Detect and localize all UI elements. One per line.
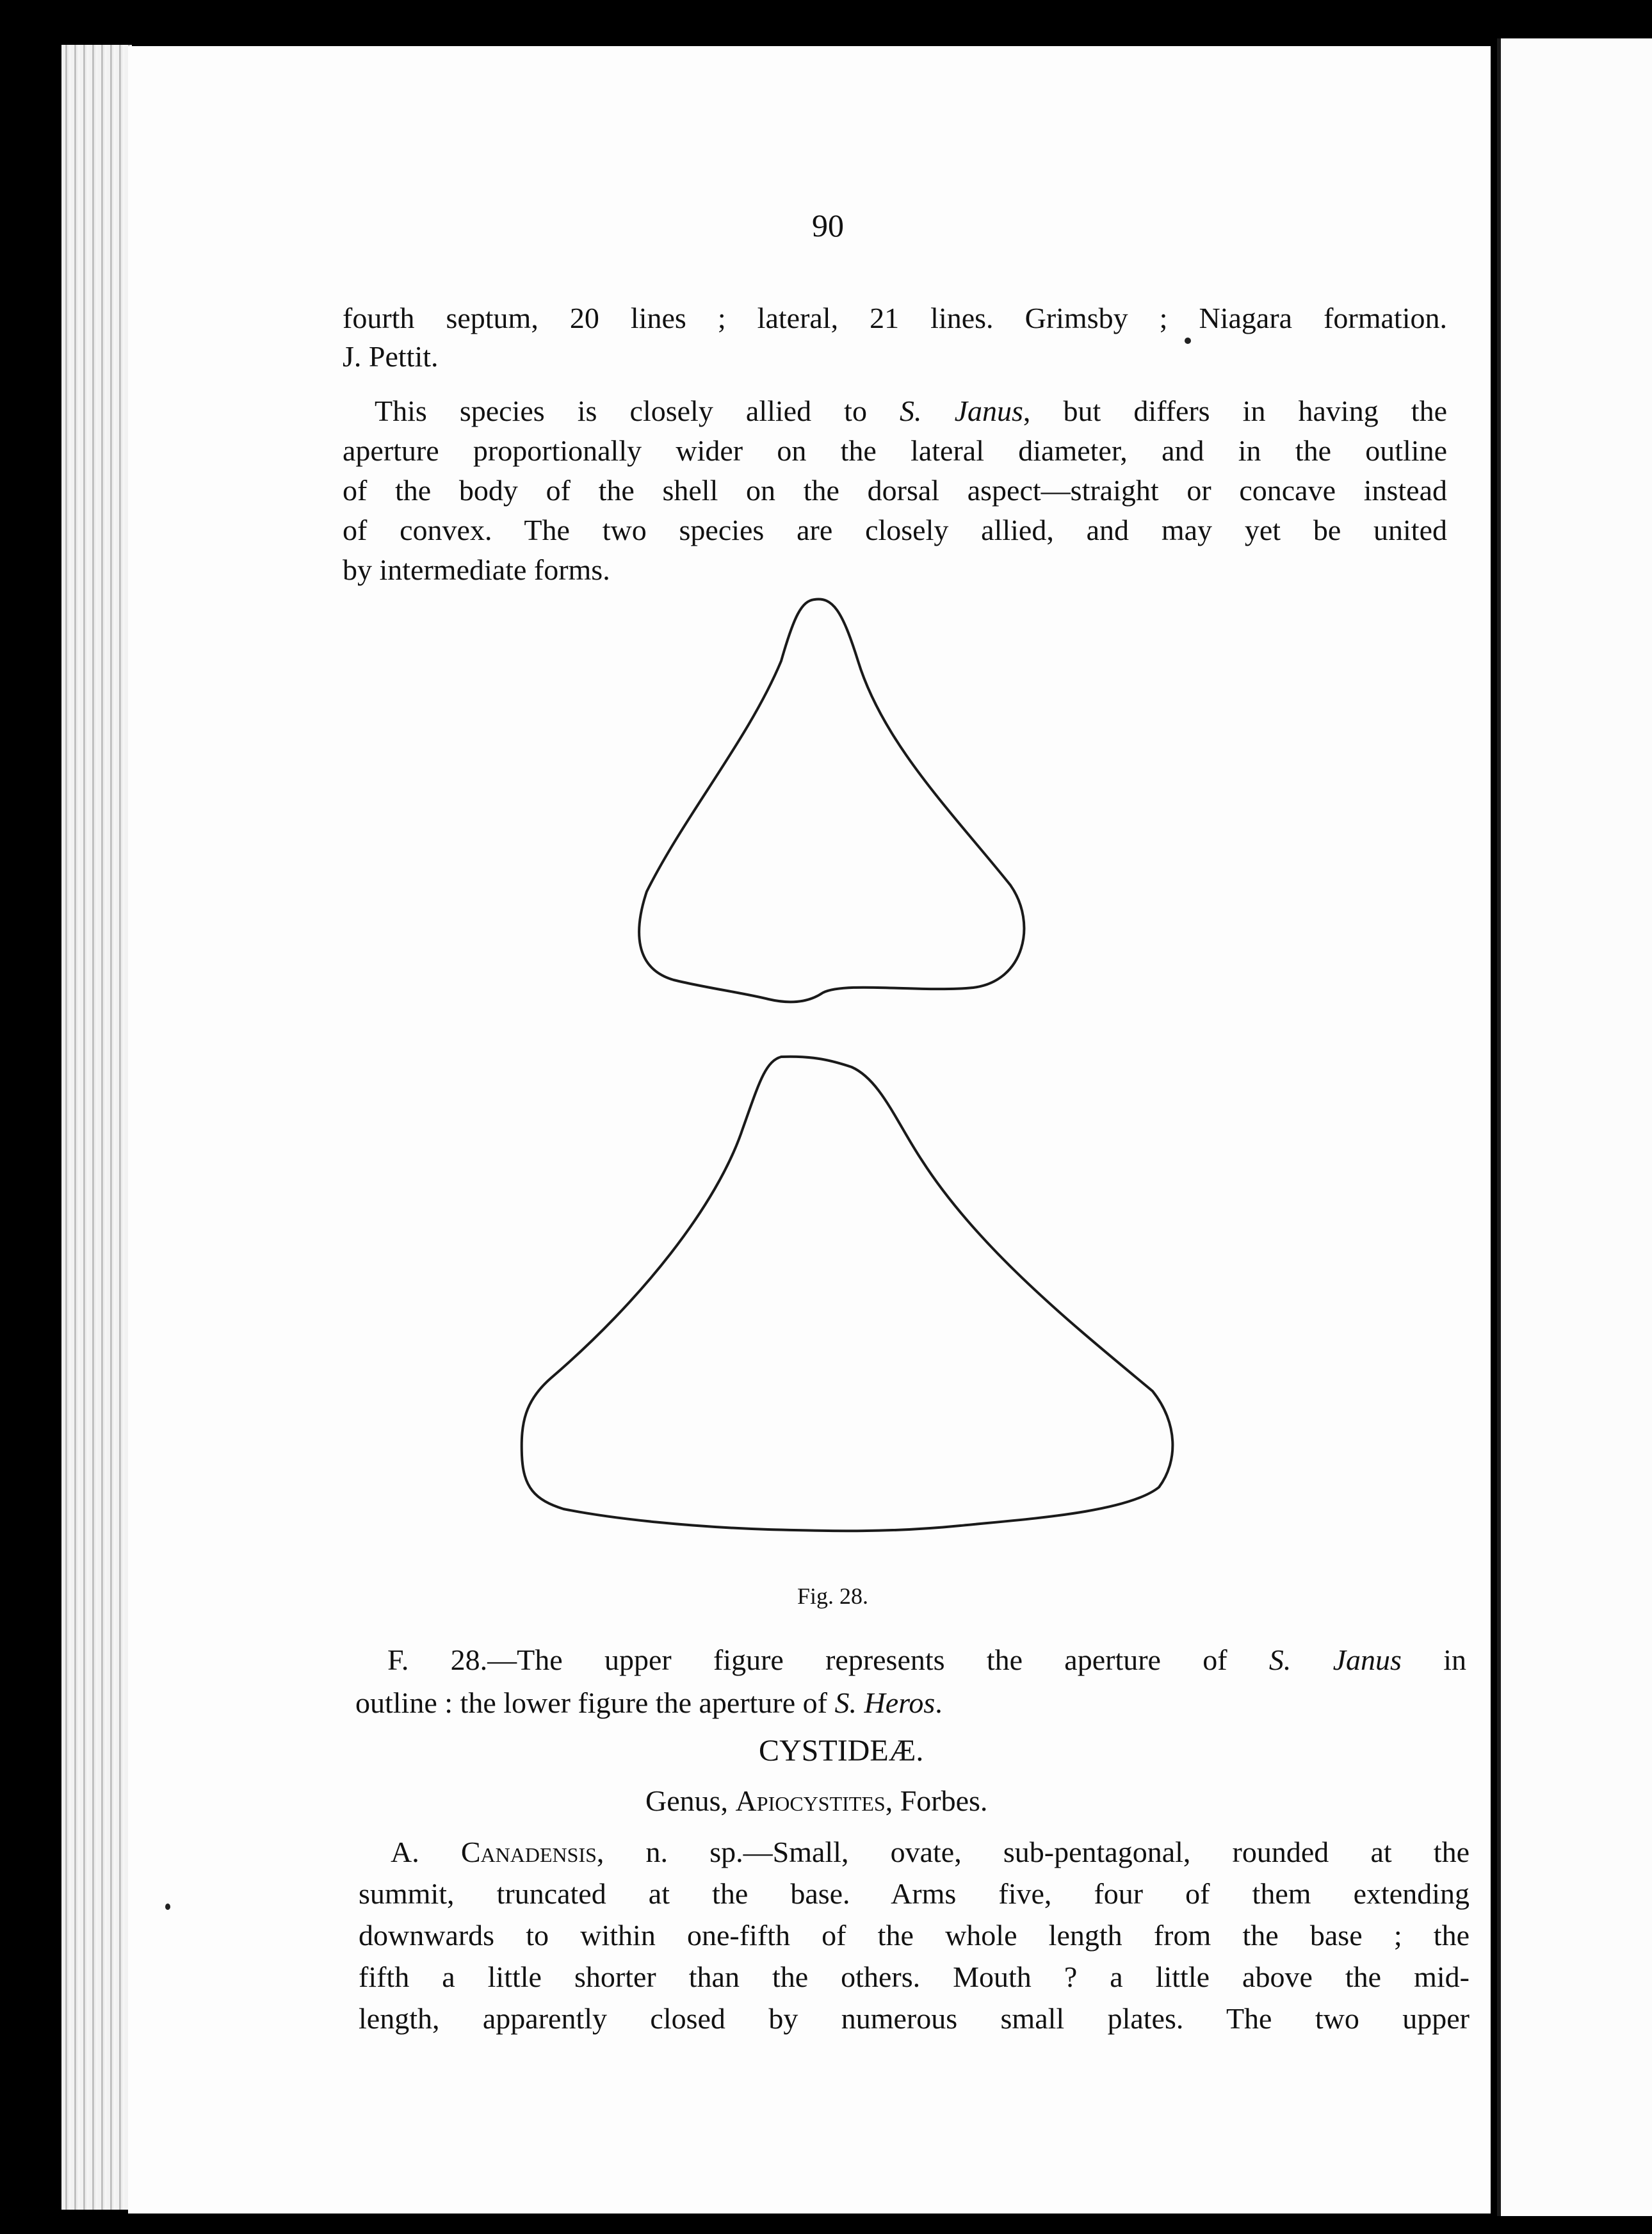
species-description-text: , n. sp.—Small, ovate, sub-pentagonal, rounded at the <box>596 1836 1470 1868</box>
page-edges <box>61 45 132 2210</box>
species-name-janus: S. Janus <box>900 395 1023 427</box>
species-description-line-2: summit, truncated at the base. Arms five, four of them extending <box>359 1877 1470 1910</box>
figure-explanation-line-2 <box>355 1684 943 1722</box>
upper-aperture-outline <box>639 599 1024 1002</box>
genus-line <box>645 1782 987 1820</box>
paragraph-2-line-2: aperture proportionally wider on the lateral diameter, and in the outline <box>343 434 1447 467</box>
figure-explanation-text: in <box>1401 1643 1466 1676</box>
paragraph-2-line-4: of convex. The two species are closely allied, and may yet be united <box>343 514 1447 546</box>
species-name-heros: S. Heros <box>834 1686 935 1719</box>
figure-explanation-text: outline : the lower figure the aperture of <box>355 1686 835 1719</box>
species-description-line-3: downwards to within one-fifth of the whole length from the base ; the <box>359 1919 1470 1952</box>
genus-name: Apiocystites <box>735 1784 886 1817</box>
page-number: 90 <box>812 208 844 243</box>
species-description-line-4: fifth a little shorter than the others. Mouth ? a little above the mid- <box>359 1961 1470 1993</box>
paragraph-1-line-1: fourth septum, 20 lines ; lateral, 21 lines. Grimsby ; Niagara formation. <box>343 302 1447 334</box>
species-name-janus: S. Janus <box>1268 1643 1402 1676</box>
paragraph-2-text: , but differs in having the <box>1023 395 1447 427</box>
scan-speck <box>1185 338 1191 344</box>
lower-aperture-outline <box>522 1057 1173 1531</box>
genus-prefix: Genus, <box>645 1784 736 1817</box>
book-page <box>128 46 1491 2214</box>
paragraph-2-line-3: of the body of the shell on the dorsal aspect—straight or concave instead <box>343 474 1447 507</box>
section-heading: CYSTIDEÆ. <box>759 1734 924 1768</box>
species-description-line-5: length, apparently closed by numerous small plates. The two upper <box>359 2002 1470 2035</box>
species-description-line-1 <box>391 1833 1470 1871</box>
species-name-canadensis: A. Canadensis <box>391 1836 597 1868</box>
facing-page-edge <box>1497 38 1652 2216</box>
paragraph-1-line-2: J. Pettit. <box>343 340 439 373</box>
genus-authority: , Forbes. <box>885 1784 988 1817</box>
paragraph-2-text: This species is closely allied to <box>375 395 900 427</box>
figure-28-drawing <box>128 46 1491 1647</box>
figure-caption: Fig. 28. <box>797 1583 869 1609</box>
scan-speck <box>165 1904 170 1910</box>
figure-28 <box>128 46 1491 1647</box>
figure-explanation-line-1 <box>387 1641 1466 1679</box>
figure-explanation-text: . <box>935 1686 943 1719</box>
figure-explanation-text: F. 28.—The upper figure represents the aperture of <box>387 1643 1269 1676</box>
paragraph-2-line-5: by intermediate forms. <box>343 553 610 586</box>
